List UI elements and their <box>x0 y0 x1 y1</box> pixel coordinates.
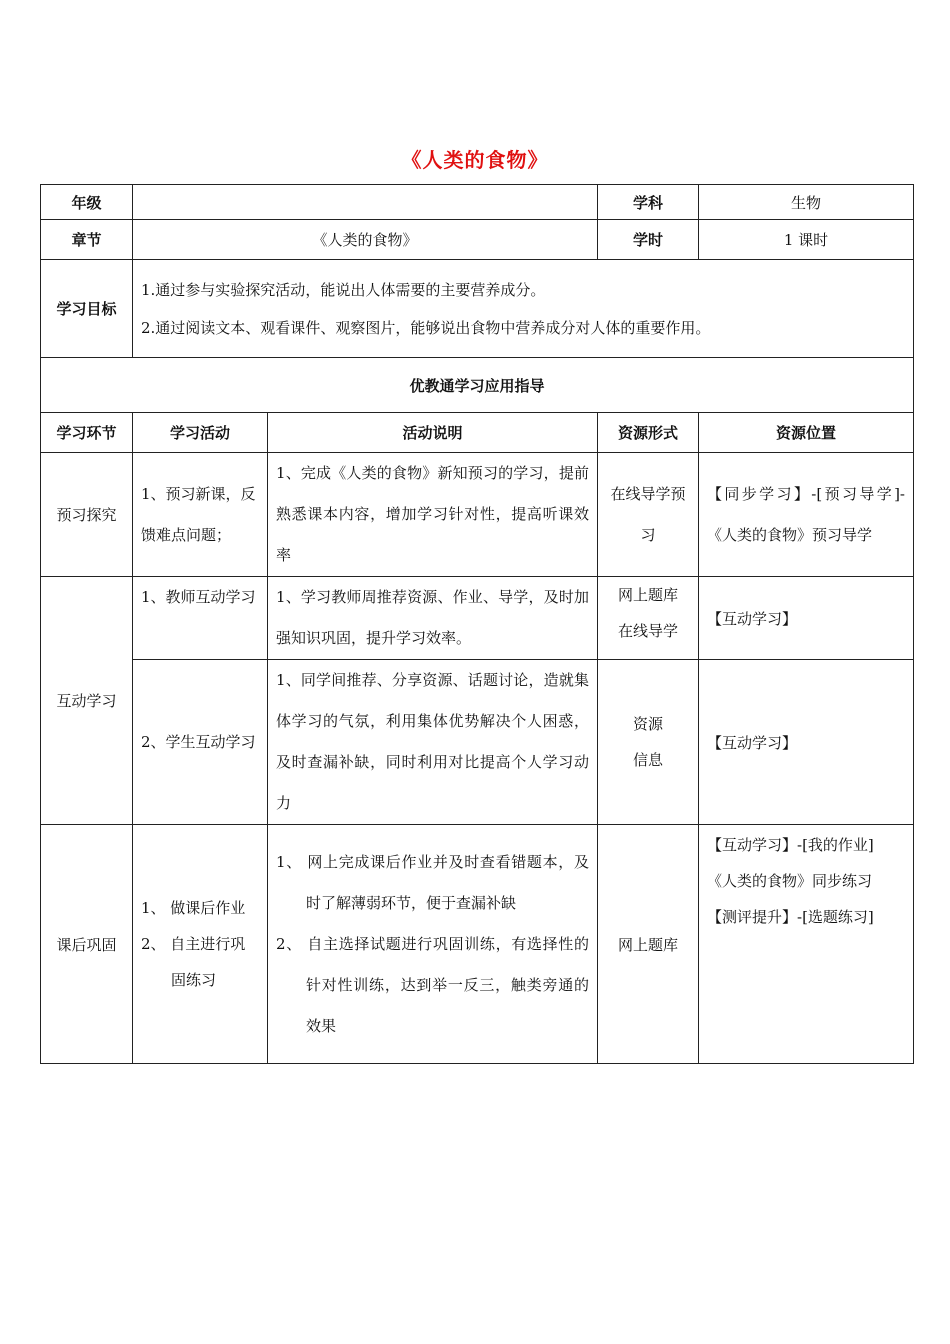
chapter-row <box>41 220 914 260</box>
activity-cell: 2、学生互动学习 <box>133 660 268 825</box>
column-header: 资源形式 <box>598 413 699 453</box>
resource-location-cell: 【互动学习】 <box>699 660 914 825</box>
activity-cell: 1、预习新课，反馈难点问题； <box>133 453 268 577</box>
resource-form-line: 资源 <box>632 715 663 733</box>
stage-cell: 预习探究 <box>41 453 133 577</box>
teacher-interaction-row <box>41 577 914 660</box>
hours-label: 学时 <box>598 220 699 260</box>
goal-item: 1.通过参与实验探究活动，能说出人体需要的主要营养成分。 <box>141 280 546 299</box>
description-cell <box>268 825 598 1064</box>
activity-item: 2、 自主进行巩固练习 <box>141 935 246 989</box>
resource-form-line: 网上题库 <box>617 586 678 604</box>
activity-cell <box>133 825 268 1064</box>
description-item: 1、 网上完成课后作业并及时查看错题本，及时了解薄弱环节，便于查漏补缺 <box>276 852 589 912</box>
resource-form-cell <box>598 660 699 825</box>
subject-value: 生物 <box>699 185 914 220</box>
resource-form-cell: 网上题库 <box>598 825 699 1064</box>
resource-form-cell <box>598 577 699 660</box>
consolidate-row <box>41 825 914 1064</box>
subject-label: 学科 <box>598 185 699 220</box>
description-item: 2、 自主选择试题进行巩固训练，有选择性的针对性训练，达到举一反三，触类旁通的效果 <box>276 934 589 1035</box>
resource-location-cell: 【同步学习】-[预习导学]- 《人类的食物》预习导学 <box>699 453 914 577</box>
description-cell: 1、同学间推荐、分享资源、话题讨论，造就集体学习的气氛，利用集体优势解决个人困惑，及时查漏补缺，同时利用对比提高个人学习动力 <box>268 660 598 825</box>
activity-item: 1、 做课后作业 <box>141 899 246 917</box>
goal-list <box>133 260 914 358</box>
resource-location-cell <box>699 825 914 1064</box>
chapter-value: 《人类的食物》 <box>133 220 598 260</box>
resource-location-line: 【测评提升】-[选题练习] <box>707 908 874 926</box>
grade-value <box>133 185 598 220</box>
column-header: 学习活动 <box>133 413 268 453</box>
column-header: 学习环节 <box>41 413 133 453</box>
grade-label: 年级 <box>41 185 133 220</box>
column-header-row <box>41 413 914 453</box>
lesson-plan-table <box>40 184 914 1064</box>
column-header: 资源位置 <box>699 413 914 453</box>
activity-cell: 1、教师互动学习 <box>133 577 268 660</box>
guide-heading-row <box>41 358 914 413</box>
resource-form-cell: 在线导学预习 <box>598 453 699 577</box>
grade-row <box>41 185 914 220</box>
resource-location-line: 【互动学习】-[我的作业] <box>707 836 874 854</box>
column-header: 活动说明 <box>268 413 598 453</box>
resource-location-cell: 【互动学习】 <box>699 577 914 660</box>
resource-form-line: 在线导学 <box>617 622 678 640</box>
student-interaction-row <box>41 660 914 825</box>
hours-value: 1 课时 <box>699 220 914 260</box>
page-title: 《人类的食物》 <box>401 148 549 172</box>
guide-heading: 优教通学习应用指导 <box>41 358 914 413</box>
goal-row <box>41 260 914 358</box>
resource-form-line: 信息 <box>632 751 663 769</box>
chapter-label: 章节 <box>41 220 133 260</box>
preview-row <box>41 453 914 577</box>
resource-location-line: 《人类的食物》同步练习 <box>707 872 873 890</box>
stage-cell: 课后巩固 <box>41 825 133 1064</box>
description-cell: 1、学习教师周推荐资源、作业、导学，及时加强知识巩固，提升学习效率。 <box>268 577 598 660</box>
goal-item: 2.通过阅读文本、观看课件、观察图片，能够说出食物中营养成分对人体的重要作用。 <box>141 318 711 337</box>
goal-label: 学习目标 <box>41 260 133 358</box>
description-cell: 1、完成《人类的食物》新知预习的学习，提前熟悉课本内容，增加学习针对性，提高听课效率 <box>268 453 598 577</box>
stage-cell: 互动学习 <box>41 577 133 825</box>
